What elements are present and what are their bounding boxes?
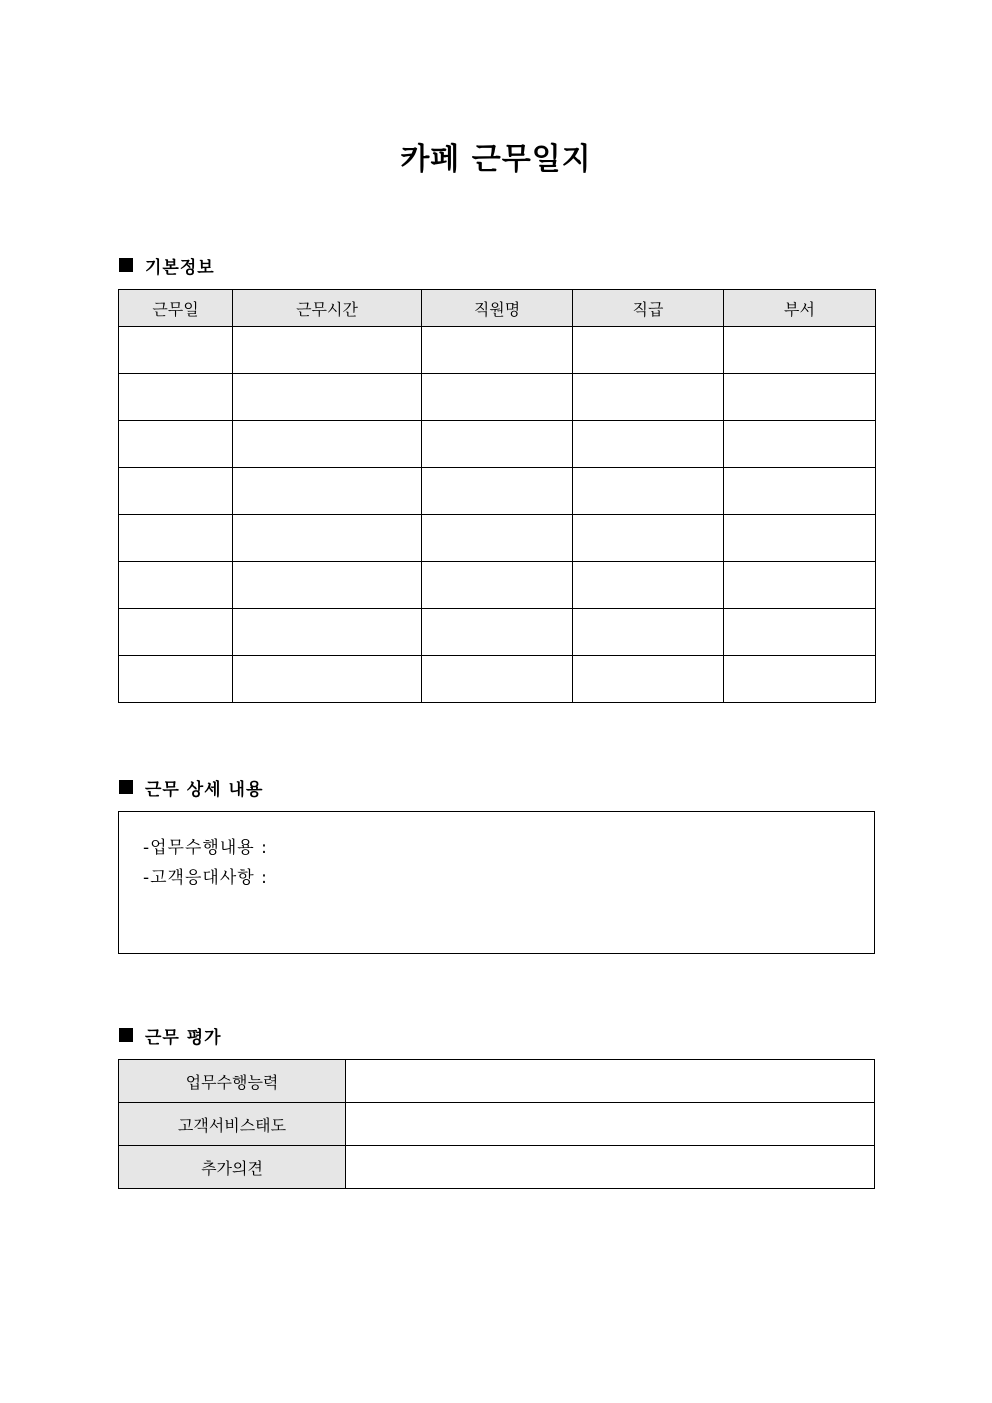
employee-name-cell[interactable]: [422, 609, 573, 656]
column-header-position: 직급: [573, 290, 724, 327]
department-cell[interactable]: [724, 327, 876, 374]
position-cell[interactable]: [573, 421, 724, 468]
department-cell[interactable]: [724, 374, 876, 421]
employee-name-cell[interactable]: [422, 327, 573, 374]
employee-name-cell[interactable]: [422, 421, 573, 468]
customer-service-label: -고객응대사항 :: [143, 868, 268, 888]
table-row: [119, 1103, 875, 1146]
position-cell[interactable]: [573, 609, 724, 656]
table-row: [119, 1060, 875, 1103]
eval-label-service-attitude: 고객서비스태도: [119, 1103, 346, 1146]
department-cell[interactable]: [724, 609, 876, 656]
work-date-cell[interactable]: [119, 327, 233, 374]
section-heading-text: 근무 상세 내용: [145, 779, 264, 800]
section-heading-text: 기본정보: [145, 257, 215, 278]
square-bullet-icon: [119, 780, 133, 794]
employee-name-cell[interactable]: [422, 515, 573, 562]
table-header-row: [119, 290, 876, 327]
table-row: [119, 1146, 875, 1189]
employee-name-cell[interactable]: [422, 656, 573, 703]
work-content-label: -업무수행내용 :: [143, 838, 268, 858]
section-heading-basic-info: [119, 253, 215, 277]
position-cell[interactable]: [573, 374, 724, 421]
table-row: [119, 562, 876, 609]
work-hours-cell[interactable]: [233, 468, 422, 515]
employee-name-cell[interactable]: [422, 562, 573, 609]
employee-name-cell[interactable]: [422, 468, 573, 515]
column-header-department: 부서: [724, 290, 876, 327]
work-hours-cell[interactable]: [233, 609, 422, 656]
position-cell[interactable]: [573, 515, 724, 562]
table-row: [119, 515, 876, 562]
section-heading-work-detail: [119, 775, 263, 799]
eval-value-work-ability[interactable]: [346, 1060, 875, 1103]
document-title: 카페 근무일지: [400, 142, 592, 177]
table-row: [119, 421, 876, 468]
work-date-cell[interactable]: [119, 374, 233, 421]
work-hours-cell[interactable]: [233, 421, 422, 468]
table-row: [119, 374, 876, 421]
evaluation-table: [118, 1059, 875, 1189]
table-row: [119, 327, 876, 374]
department-cell[interactable]: [724, 515, 876, 562]
eval-value-service-attitude[interactable]: [346, 1103, 875, 1146]
basic-info-table: [118, 289, 876, 703]
eval-label-additional-comments: 추가의견: [119, 1146, 346, 1189]
work-hours-cell[interactable]: [233, 562, 422, 609]
department-cell[interactable]: [724, 656, 876, 703]
employee-name-cell[interactable]: [422, 374, 573, 421]
department-cell[interactable]: [724, 562, 876, 609]
position-cell[interactable]: [573, 327, 724, 374]
work-date-cell[interactable]: [119, 609, 233, 656]
work-date-cell[interactable]: [119, 468, 233, 515]
position-cell[interactable]: [573, 562, 724, 609]
work-date-cell[interactable]: [119, 421, 233, 468]
table-row: [119, 468, 876, 515]
work-hours-cell[interactable]: [233, 656, 422, 703]
department-cell[interactable]: [724, 468, 876, 515]
table-row: [119, 609, 876, 656]
work-date-cell[interactable]: [119, 515, 233, 562]
work-date-cell[interactable]: [119, 656, 233, 703]
square-bullet-icon: [119, 1028, 133, 1042]
position-cell[interactable]: [573, 656, 724, 703]
work-hours-cell[interactable]: [233, 374, 422, 421]
work-detail-box[interactable]: [118, 811, 875, 954]
table-row: [119, 656, 876, 703]
eval-value-additional-comments[interactable]: [346, 1146, 875, 1189]
section-heading-evaluation: [119, 1023, 222, 1047]
work-hours-cell[interactable]: [233, 515, 422, 562]
department-cell[interactable]: [724, 421, 876, 468]
square-bullet-icon: [119, 258, 133, 272]
work-date-cell[interactable]: [119, 562, 233, 609]
column-header-work-hours: 근무시간: [233, 290, 422, 327]
column-header-employee-name: 직원명: [422, 290, 573, 327]
section-heading-text: 근무 평가: [145, 1027, 222, 1048]
eval-label-work-ability: 업무수행능력: [119, 1060, 346, 1103]
column-header-work-date: 근무일: [119, 290, 233, 327]
work-hours-cell[interactable]: [233, 327, 422, 374]
position-cell[interactable]: [573, 468, 724, 515]
